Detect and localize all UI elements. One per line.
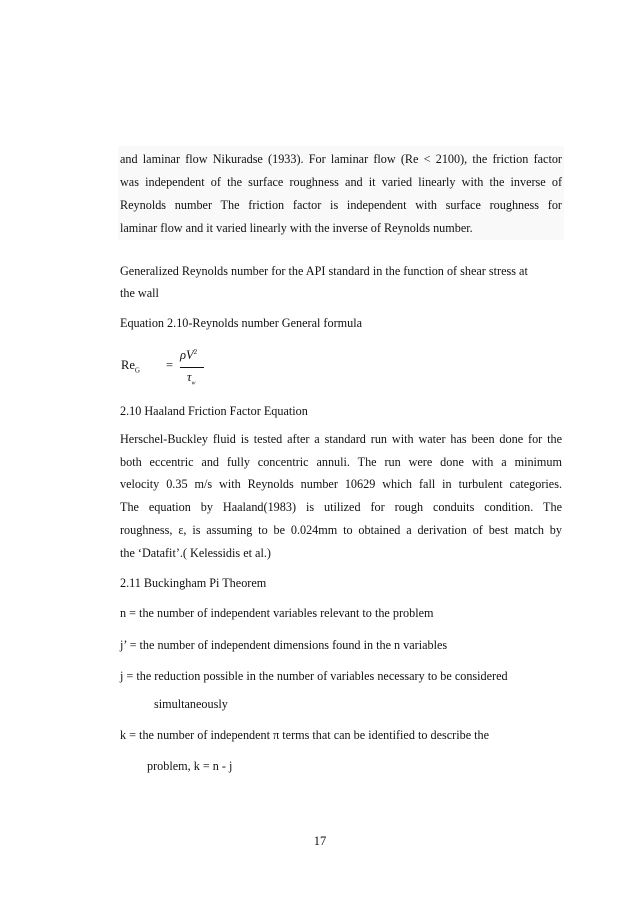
equation-lhs: $Re_G$ — [121, 358, 140, 375]
paragraph-2-line-2: the wall — [120, 286, 159, 300]
page-number: 17 — [313, 834, 327, 848]
paragraph-3-line-4: The equation by Haaland(1983) is utilized for rough conduits condition. The — [120, 500, 562, 514]
equation-numerator: $\rho V^2$ — [180, 348, 198, 363]
definition-j: j = the reduction possible in the number of variables necessary to be considered — [120, 669, 508, 683]
paragraph-1-line-2: was independent of the surface roughness and it varied linearly with the inverse of — [120, 175, 562, 189]
paragraph-1-line-1: and laminar flow Nikuradse (1933). For laminar flow (Re < 2100), the friction factor — [120, 152, 562, 166]
heading-2-11: 2.11 Buckingham Pi Theorem — [120, 576, 267, 590]
paragraph-3-line-6: the ‘Datafit’.( Kelessidis et al.) — [120, 546, 271, 560]
paragraph-3-line-1: Herschel-Buckley fluid is tested after a standard run with water has been done for the — [120, 432, 562, 446]
definition-n: n = the number of independent variables relevant to the problem — [120, 606, 434, 620]
equation-equals-sign: = — [166, 358, 174, 372]
equation-fraction-bar — [180, 367, 204, 368]
paragraph-1-line-4: laminar flow and it varied linearly with the inverse of Reynolds number. — [120, 221, 473, 235]
paragraph-3-line-3: velocity 0.35 m/s with Reynolds number 10629 which fall in turbulent categories. — [120, 477, 562, 491]
definition-k: k = the number of independent π terms that can be identified to describe the — [120, 728, 490, 742]
paragraph-2-line-1: Generalized Reynolds number for the API standard in the function of shear stress at — [120, 264, 528, 278]
paragraph-3-line-5: roughness, ε, is assuming to be 0.024mm to obtained a derivation of best match by — [120, 523, 562, 537]
paragraph-1-line-3: Reynolds number The friction factor is independent with surface roughness for — [120, 198, 562, 212]
paragraph-3-line-2: both eccentric and fully concentric annuli. The run were done with a minimum — [120, 455, 562, 469]
heading-2-10: 2.10 Haaland Friction Factor Equation — [120, 404, 308, 418]
definition-j-prime: j’ = the number of independent dimensions found in the n variables — [120, 638, 448, 652]
equation-denominator: $\tau_w$ — [187, 370, 196, 387]
definition-j-continuation: simultaneously — [154, 697, 228, 711]
equation-caption: Equation 2.10-Reynolds number General formula — [120, 316, 362, 330]
reynolds-equation — [121, 348, 261, 390]
definition-k-continuation: problem, k = n - j — [147, 759, 233, 773]
